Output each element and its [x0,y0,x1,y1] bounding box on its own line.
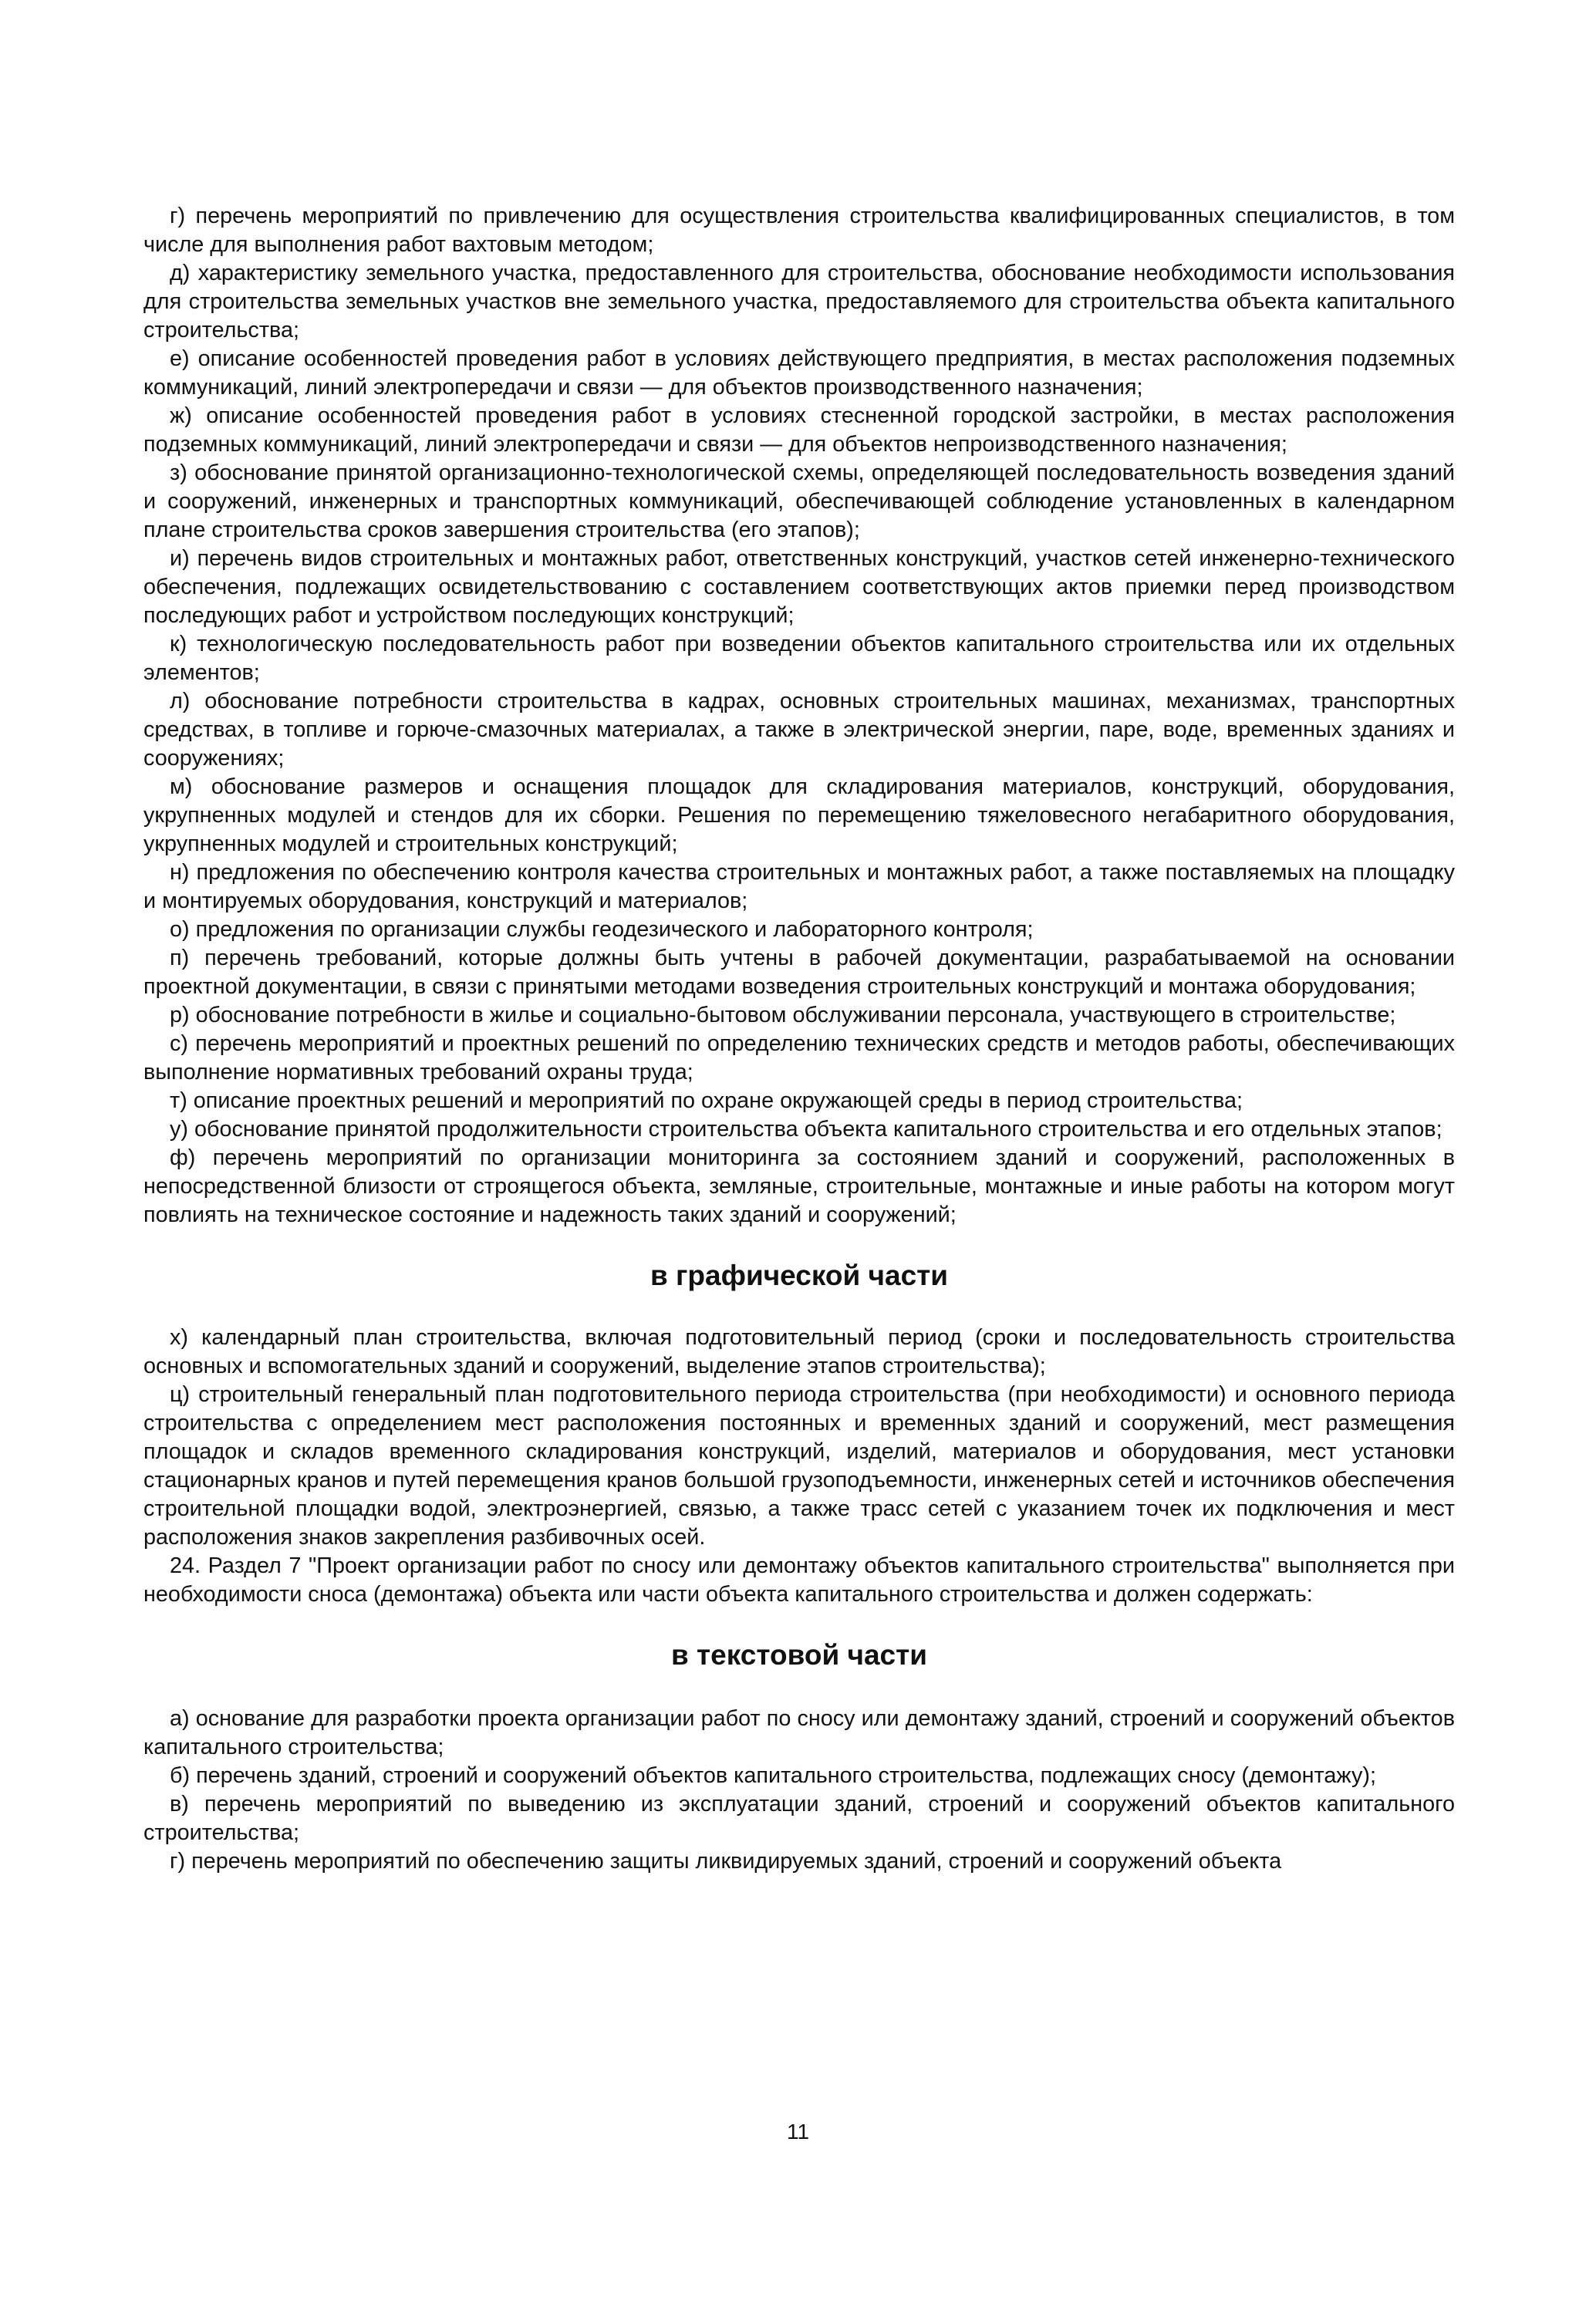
list-item: а) основание для разработки проекта организации работ по сносу или демонтажу зданий, строений и сооружений объектов капитального строительства; [143,1706,1455,1759]
list-item: п) перечень требований, которые должны быть учтены в рабочей документации, разрабатываемой на основании проектной документации, в связи с принятыми методами возведения строительных конструкций и монтажа оборудования; [143,946,1455,999]
list-item: н) предложения по обеспечению контроля качества строительных и монтажных работ, а также поставляемых на площадку и монтируемых оборудования, конструкций и материалов; [143,860,1455,913]
items-text-list [143,1705,1455,1876]
list-item: г) перечень мероприятий по привлечению для осуществления строительства квалифицированных специалистов, в том числе для выполнения работ вахтовым методом; [143,204,1455,257]
list-item: х) календарный план строительства, включая подготовительный период (сроки и последовательность строительства основных и вспомогательных зданий и сооружений, выделение этапов строительства); [143,1325,1455,1378]
list-item: 24. Раздел 7 "Проект организации работ по сносу или демонтажу объектов капитального строительства" выполняется при необходимости сноса (демонтажа) объекта или части объекта капитального строительства и должен содержать: [143,1553,1455,1607]
items-before-list [143,202,1455,1230]
list-item: ж) описание особенностей проведения работ в условиях стесненной городской застройки, в местах расположения подземных коммуникаций, линий электропередачи и связи — для объектов непроизводственного назначения; [143,403,1455,457]
list-item: д) характеристику земельного участка, предоставленного для строительства, обоснование необходимости использования для строительства земельных участков вне земельного участка, предоставляемого для строительства объекта капитального строительства; [143,261,1455,342]
list-item: б) перечень зданий, строений и сооружений объектов капитального строительства, подлежащих сносу (демонтажу); [170,1763,1377,1788]
list-item: е) описание особенностей проведения работ в условиях действующего предприятия, в местах расположения подземных коммуникаций, линий электропередачи и связи — для объектов производственного назначения; [143,346,1455,400]
list-item: о) предложения по организации службы геодезического и лабораторного контроля; [170,917,1034,942]
list-item: и) перечень видов строительных и монтажных работ, ответственных конструкций, участков сетей инженерно-технического обеспечения, подлежащих освидетельствованию с составлением соответствующих актов приемки перед производством последующих работ и устройством последующих конструкций; [143,546,1455,628]
list-item: с) перечень мероприятий и проектных решений по определению технических средств и методов работы, обеспечивающих выполнение нормативных требований охраны труда; [143,1031,1455,1084]
items-graphic-list [143,1324,1455,1609]
list-item: у) обоснование принятой продолжительности строительства объекта капитального строительства и его отдельных этапов; [170,1117,1442,1142]
page-number: 11 [786,2120,810,2144]
list-item: л) обоснование потребности строительства в кадрах, основных строительных машинах, механизмах, транспортных средствах, в топливе и горюче-смазочных материалах, а также в электрической энергии, паре, воде, временных зданиях и сооружениях; [143,689,1455,771]
list-item: в) перечень мероприятий по выведению из эксплуатации зданий, строений и сооружений объектов капитального строительства; [143,1792,1455,1845]
list-item: г) перечень мероприятий по обеспечению защиты ликвидируемых зданий, строений и сооружений объекта [170,1849,1282,1874]
list-item: т) описание проектных решений и мероприятий по охране окружающей среды в период строительства; [170,1088,1243,1113]
list-item: ц) строительный генеральный план подготовительного периода строительства (при необходимости) и основного периода строительства с определением мест расположения постоянных и временных зданий и сооружений, мест размещения площадок и складов временного складирования конструкций, изделий, материалов и оборудования, мест установки стационарных кранов и путей перемещения кранов большой грузоподъемности, инженерных сетей и источников обеспечения строительной площадки водой, электроэнергией, связью, а также трасс сетей с указанием точек их подключения и мест расположения знаков закрепления разбивочных осей. [143,1382,1455,1550]
section-heading-graphic: в графической части [650,1260,949,1291]
list-item: к) технологическую последовательность работ при возведении объектов капитального строительства или их отдельных элементов; [143,632,1455,685]
list-item: ф) перечень мероприятий по организации мониторинга за состоянием зданий и сооружений, расположенных в непосредственной близости от строящегося объекта, земляные, строительные, монтажные и иные работы на котором могут повлиять на техническое состояние и надежность таких зданий и сооружений; [143,1145,1455,1227]
list-item: з) обоснование принятой организационно-технологической схемы, определяющей последовательность возведения зданий и сооружений, инженерных и транспортных коммуникаций, обеспечивающей соблюдение установленных в календарном плане строительства сроков завершения строительства (его этапов); [143,460,1455,542]
document-body [143,202,1455,1876]
section-heading-text: в текстовой части [671,1639,927,1671]
list-item: р) обоснование потребности в жилье и социально-бытовом обслуживании персонала, участвующего в строительстве; [170,1003,1396,1027]
list-item: м) обоснование размеров и оснащения площадок для складирования материалов, конструкций, оборудования, укрупненных модулей и стендов для их сборки. Решения по перемещению тяжеловесного негабаритного оборудования, укрупненных модулей и строительных конструкций; [143,774,1455,856]
